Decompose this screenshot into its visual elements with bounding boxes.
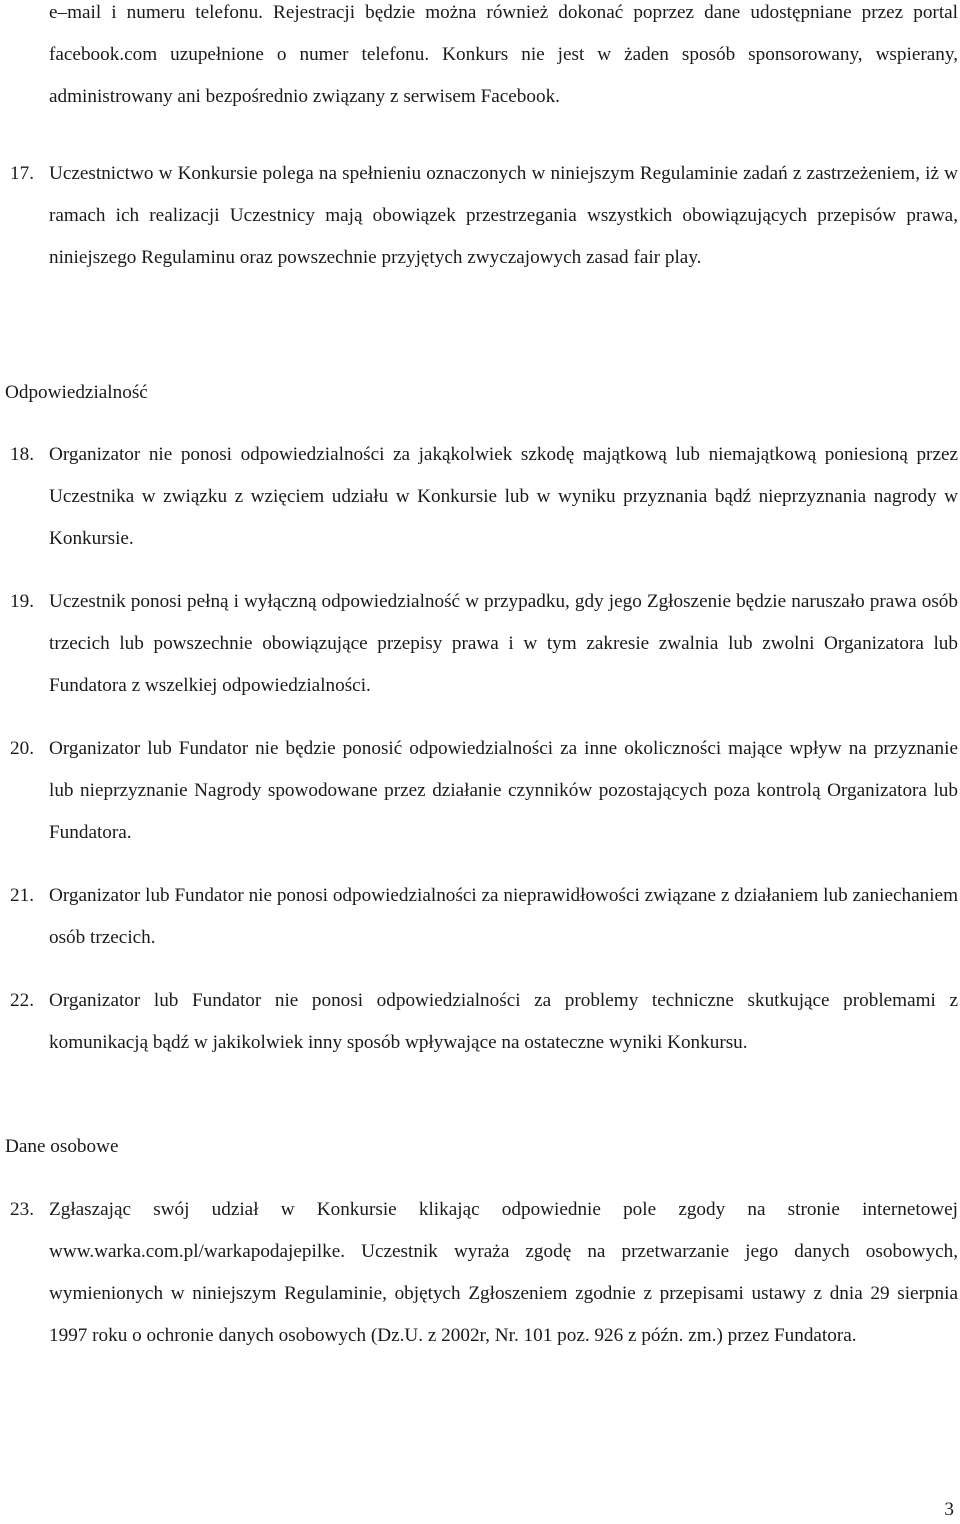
item-text: Zgłaszając swój udział w Konkursie klikając odpowiednie pole zgody na stronie internetowej www.warka.com.pl/warkapodajepilke. Uczestnik wyraża zgodę na przetwarzanie jego danych osobowych, wymienionych w niniejszym Regulaminie, objętych Zgłoszeniem zgodnie z przepisami ustawy z dnia 29 sierpnia 1997 roku o ochronie danych osobowych (Dz.U. z 2002r, Nr. 101 poz. 926 z późn. zm.) przez Fundatora. (49, 1199, 958, 1346)
intro-paragraph: e–mail i numeru telefonu. Rejestracji będzie można również dokonać poprzez dane udostępniane przez portal facebook.com uzupełnione o numer telefonu. Konkurs nie jest w żaden sposób sponsorowany, wspierany, administrowany ani bezpośrednio związany z serwisem Facebook. (49, 2, 958, 107)
page-number: 3 (944, 1499, 954, 1520)
section-heading-liability: Odpowiedzialność (5, 382, 148, 403)
list-item-20 (10, 728, 958, 854)
item-number: 23. (10, 1199, 34, 1220)
item-text: Organizator lub Fundator nie będzie ponosić odpowiedzialności za inne okoliczności mające wpływ na przyznanie lub nieprzyznanie Nagrody spowodowane przez działanie czynników pozostających poza kontrolą Organizatora lub Fundatora. (49, 738, 958, 843)
item-number: 20. (10, 738, 34, 759)
list-item-18 (10, 434, 958, 560)
item-text: Organizator lub Fundator nie ponosi odpowiedzialności za nieprawidłowości związane z działaniem lub zaniechaniem osób trzecich. (49, 885, 958, 948)
item-number: 21. (10, 885, 34, 906)
item-text: Uczestnik ponosi pełną i wyłączną odpowiedzialność w przypadku, gdy jego Zgłoszenie będzie naruszało prawa osób trzecich lub powszechnie obowiązujące przepisy prawa i w tym zakresie zwalnia lub zwolni Organizatora lub Fundatora z wszelkiej odpowiedzialności. (49, 591, 958, 696)
list-item-22 (10, 980, 958, 1064)
item-number: 17. (10, 163, 34, 184)
section-heading-personal-data: Dane osobowe (5, 1136, 119, 1157)
item-number: 18. (10, 444, 34, 465)
list-item-23 (10, 1189, 958, 1357)
item-text: Uczestnictwo w Konkursie polega na spełnieniu oznaczonych w niniejszym Regulaminie zadań z zastrzeżeniem, iż w ramach ich realizacji Uczestnicy mają obowiązek przestrzegania wszystkich obowiązujących przepisów prawa, niniejszego Regulaminu oraz powszechnie przyjętych zwyczajowych zasad fair play. (49, 163, 958, 268)
list-item-21 (10, 875, 958, 959)
item-text: Organizator lub Fundator nie ponosi odpowiedzialności za problemy techniczne skutkujące problemami z komunikacją bądź w jakikolwiek inny sposób wpływające na ostateczne wyniki Konkursu. (49, 990, 958, 1053)
item-number: 22. (10, 990, 34, 1011)
list-item-17 (10, 153, 958, 279)
item-number: 19. (10, 591, 34, 612)
item-text: Organizator nie ponosi odpowiedzialności za jakąkolwiek szkodę majątkową lub niemajątkową poniesioną przez Uczestnika w związku z wzięciem udziału w Konkursie lub w wyniku przyznania bądź nieprzyznania nagrody w Konkursie. (49, 444, 958, 549)
list-item-19 (10, 581, 958, 707)
